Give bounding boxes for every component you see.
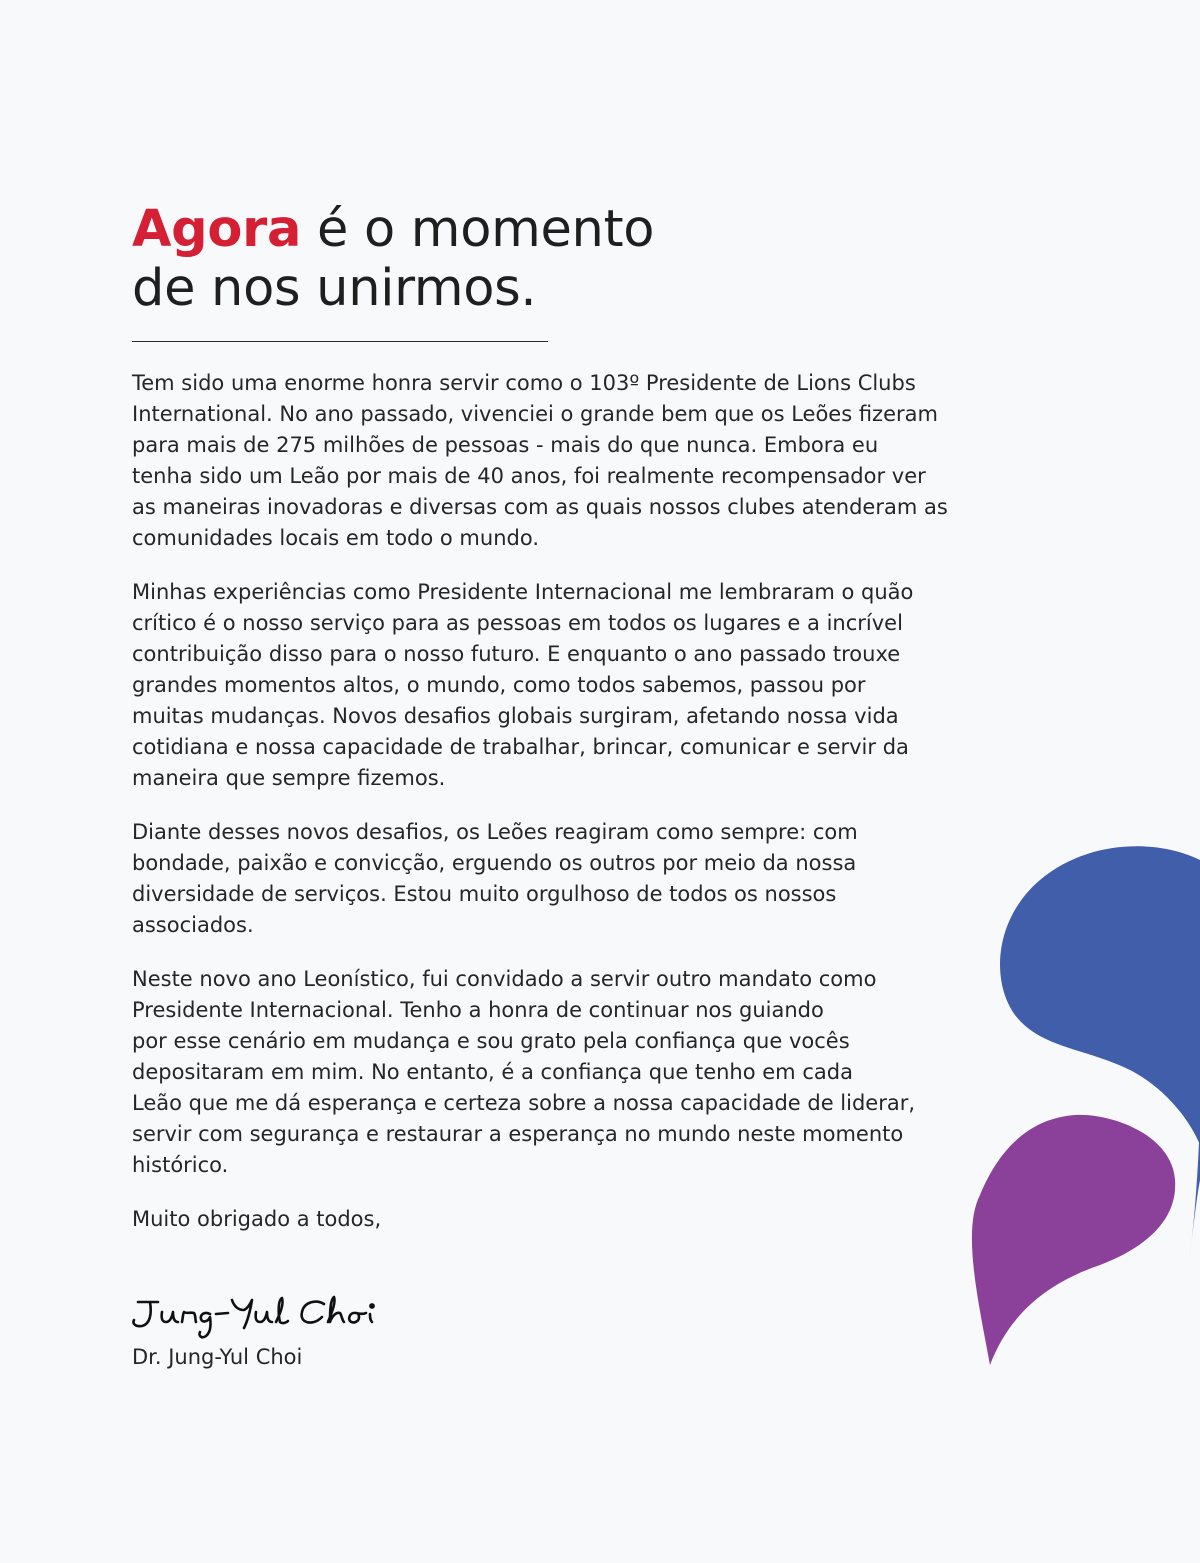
paragraph-line: crítico é o nosso serviço para as pessoas em todos os lugares e a incrível [132, 611, 903, 635]
paragraph-line: Minhas experiências como Presidente Internacional me lembraram o quão [132, 580, 914, 604]
paragraph-line: por esse cenário em mudança e sou grato pela confiança que vocês [132, 1029, 850, 1053]
title-accent-word: Agora [132, 200, 302, 259]
paragraph-line: bondade, paixão e convicção, erguendo os outros por meio da nossa [132, 851, 857, 875]
paragraph-line: International. No ano passado, vivenciei o grande bem que os Leões fizeram [132, 402, 938, 426]
page-title [132, 200, 832, 318]
body-paragraph [132, 368, 992, 554]
paragraph-line: servir com segurança e restaurar a esperança no mundo neste momento [132, 1122, 904, 1146]
paragraph-line: contribuição disso para o nosso futuro. E enquanto o ano passado trouxe [132, 642, 901, 666]
paragraph-line: maneira que sempre fizemos. [132, 766, 446, 790]
signer-name: Dr. Jung-Yul Choi [132, 1345, 303, 1369]
paragraph-line: associados. [132, 913, 254, 937]
paragraph-line: tenha sido um Leão por mais de 40 anos, foi realmente recompensador ver [132, 464, 926, 488]
blue-tail-shape [1188, 1120, 1200, 1270]
blue-swoosh-shape [1000, 846, 1200, 1145]
paragraph-line: depositaram em mim. No entanto, é a confiança que tenho em cada [132, 1060, 853, 1084]
title-line-1-rest: é o momento [301, 200, 655, 259]
paragraph-line: Muito obrigado a todos, [132, 1207, 382, 1231]
paragraph-line: Neste novo ano Leonístico, fui convidado a servir outro mandato como [132, 967, 877, 991]
paragraph-line: Tem sido uma enorme honra servir como o 103º Presidente de Lions Clubs [132, 371, 916, 395]
body-paragraph [132, 817, 992, 941]
paragraph-line: as maneiras inovadoras e diversas com as quais nossos clubes atenderam as [132, 495, 948, 519]
decorative-shapes [940, 820, 1200, 1400]
purple-drop-shape [972, 1115, 1175, 1365]
title-line-1 [132, 200, 832, 259]
paragraph-line: comunidades locais em todo o mundo. [132, 526, 539, 550]
body-paragraph [132, 1204, 992, 1235]
body-paragraph [132, 577, 992, 794]
paragraph-line: Presidente Internacional. Tenho a honra de continuar nos guiando [132, 998, 824, 1022]
paragraph-line: cotidiana e nossa capacidade de trabalhar, brincar, comunicar e servir da [132, 735, 909, 759]
letter-body [132, 368, 992, 1258]
paragraph-line: grandes momentos altos, o mundo, como todos sabemos, passou por [132, 673, 866, 697]
paragraph-line: muitas mudanças. Novos desafios globais surgiram, afetando nossa vida [132, 704, 899, 728]
paragraph-line: histórico. [132, 1153, 229, 1177]
title-divider [132, 341, 548, 342]
paragraph-line: Leão que me dá esperança e certeza sobre a nossa capacidade de liderar, [132, 1091, 916, 1115]
paragraph-line: Diante desses novos desafios, os Leões reagiram como sempre: com [132, 820, 858, 844]
body-paragraph [132, 964, 992, 1181]
paragraph-line: para mais de 275 milhões de pessoas - mais do que nunca. Embora eu [132, 433, 879, 457]
handwritten-signature [128, 1284, 468, 1344]
title-line-2: de nos unirmos. [132, 259, 537, 318]
paragraph-line: diversidade de serviços. Estou muito orgulhoso de todos os nossos [132, 882, 837, 906]
